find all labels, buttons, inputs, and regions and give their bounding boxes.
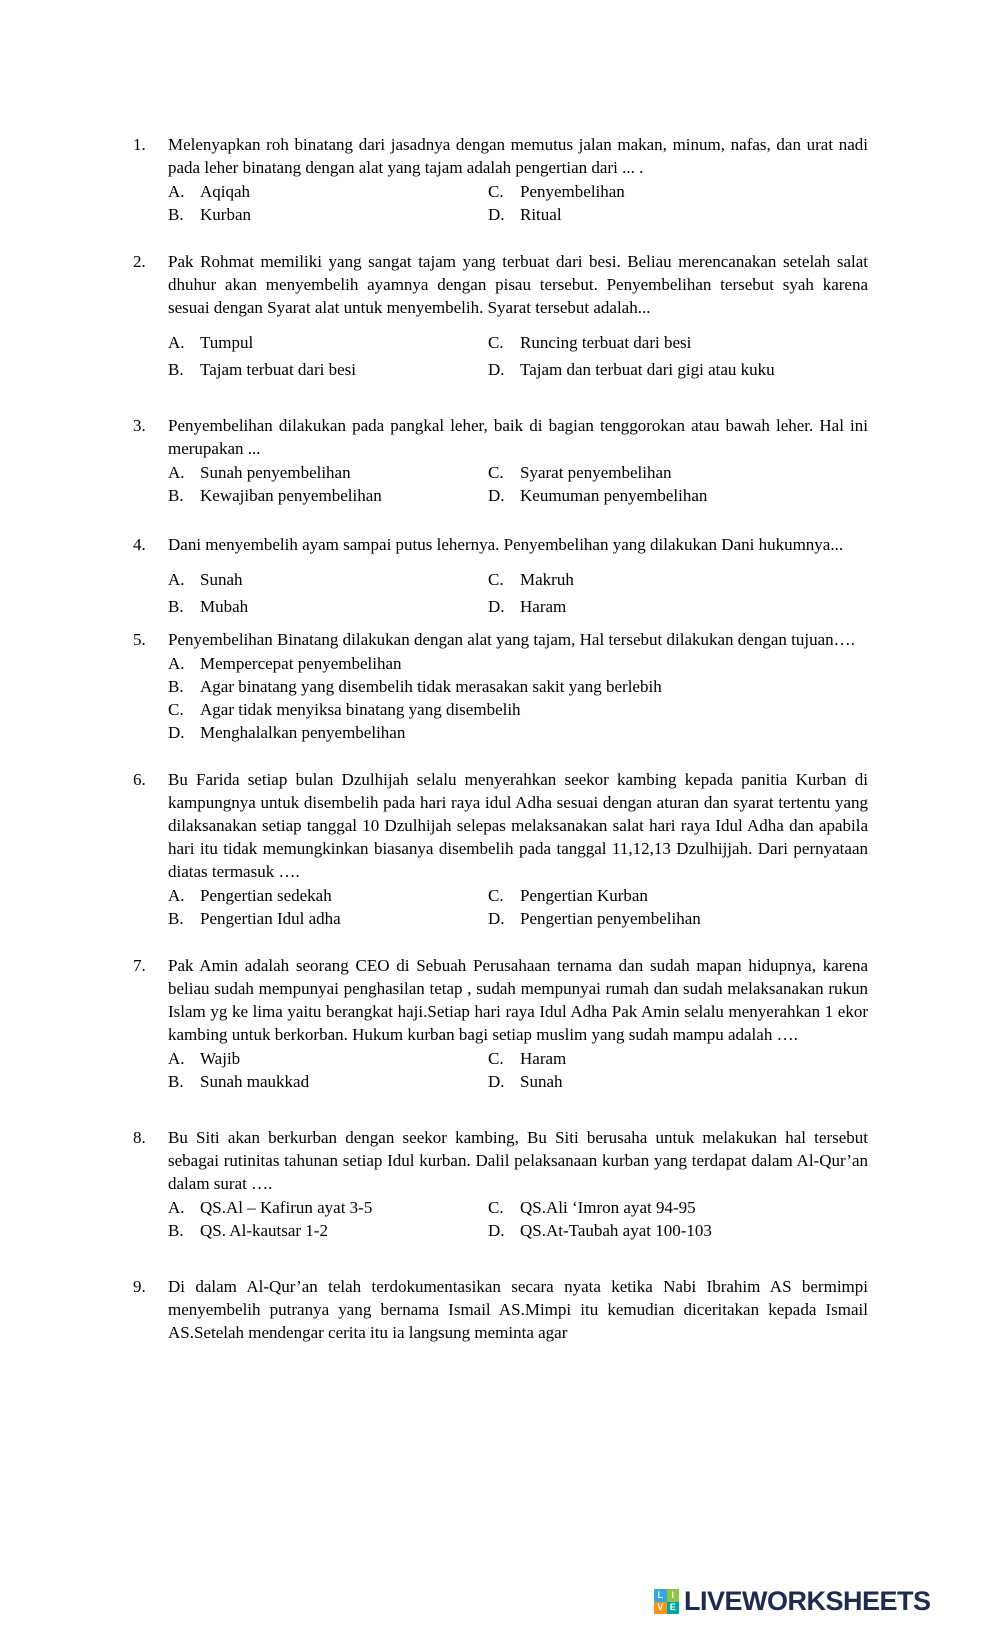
options [168, 652, 868, 744]
logo-cell-e: E [667, 1602, 680, 1615]
liveworksheets-logo-icon [654, 1589, 679, 1614]
option-b [168, 1219, 488, 1242]
question-1 [133, 133, 868, 226]
option-d [488, 1219, 712, 1242]
option-label: A. [168, 886, 185, 905]
option-label: C. [488, 1049, 504, 1068]
question-2 [133, 250, 868, 381]
question-7 [133, 954, 868, 1093]
option-label: D. [488, 360, 505, 379]
options [168, 180, 868, 226]
option-label: D. [168, 723, 185, 742]
question-body [168, 414, 868, 507]
option-text: Ritual [520, 205, 562, 224]
option-label: B. [168, 909, 184, 928]
option-text: Tumpul [200, 333, 254, 352]
option-b [168, 358, 488, 381]
option-text: Mubah [200, 597, 249, 616]
liveworksheets-watermark [654, 1586, 931, 1617]
option-a [168, 331, 488, 354]
option-c [488, 331, 691, 354]
option-row [168, 568, 868, 591]
option-text: Tajam terbuat dari besi [200, 360, 356, 379]
question-number: 3. [133, 416, 146, 435]
option-text: Kurban [200, 205, 251, 224]
option-row [168, 595, 868, 618]
option-label: D. [488, 486, 505, 505]
option-row [168, 484, 868, 507]
question-number: 5. [133, 630, 146, 649]
question-body [168, 133, 868, 226]
option-d [488, 595, 566, 618]
option-d [488, 203, 562, 226]
options [168, 461, 868, 507]
option-row [168, 1196, 868, 1219]
question-text: Bu Farida setiap bulan Dzulhijah selalu menyerahkan seekor kambing kepada panitia Kurban di kampungnya untuk disembelih pada hari raya idul Adha sesuai dengan aturan dan syarat tertentu yang dilaksanakan setiap tanggal 10 Dzulhijah selepas melaksanakan salat hari raya Idul Adha dan apabila hari itu tidak memungkinkan biasanya disembelih pada tanggal 11,12,13 Dzulhijjah. Dari pernyataan diatas termasuk …. [168, 770, 868, 881]
option-label: C. [168, 700, 184, 719]
option-text: Mempercepat penyembelihan [200, 654, 402, 673]
option-text: Penyembelihan [520, 182, 625, 201]
option-label: D. [488, 909, 505, 928]
brand-text: LIVEWORKSHEETS [684, 1586, 931, 1616]
option-a [168, 568, 488, 591]
option-row [168, 884, 868, 907]
options [168, 1047, 868, 1093]
option-row [168, 1047, 868, 1070]
question-text: Penyembelihan Binatang dilakukan dengan alat yang tajam, Hal tersebut dilakukan dengan tujuan…. [168, 630, 855, 649]
question-text: Melenyapkan roh binatang dari jasadnya dengan memutus jalan makan, minum, nafas, dan urat nadi pada leher binatang dengan alat yang tajam adalah pengertian dari ... . [168, 135, 868, 177]
option-text: Kewajiban penyembelihan [200, 486, 382, 505]
option-text: QS.Al – Kafirun ayat 3-5 [200, 1198, 373, 1217]
option-b [168, 1070, 488, 1093]
option-text: Pengertian Idul adha [200, 909, 341, 928]
option-a [168, 461, 488, 484]
option-c [488, 461, 672, 484]
option-row [168, 331, 868, 354]
option-label: A. [168, 1198, 185, 1217]
option-d [488, 1070, 563, 1093]
question-number: 8. [133, 1128, 146, 1147]
option-label: D. [488, 1221, 505, 1240]
question-body [168, 768, 868, 930]
option-d [488, 907, 701, 930]
option-text: Sunah maukkad [200, 1072, 310, 1091]
options [168, 568, 868, 618]
question-5 [133, 628, 868, 744]
option-a [168, 1047, 488, 1070]
option-row [168, 1070, 868, 1093]
option-c [488, 180, 625, 203]
option-text: Haram [520, 597, 567, 616]
option-row [168, 203, 868, 226]
option-label: B. [168, 486, 184, 505]
option-text: Pengertian Kurban [520, 886, 648, 905]
option-text: Agar binatang yang disembelih tidak merasakan sakit yang berlebih [200, 677, 662, 696]
option-text: Menghalalkan penyembelihan [200, 723, 406, 742]
option-label: B. [168, 205, 184, 224]
question-text: Dani menyembelih ayam sampai putus lehernya. Penyembelihan yang dilakukan Dani hukumnya... [168, 535, 844, 554]
option-label: B. [168, 1072, 184, 1091]
logo-cell-v: V [654, 1602, 667, 1615]
option-a [168, 1196, 488, 1219]
option-b [168, 675, 868, 698]
question-body [168, 1275, 868, 1344]
options [168, 331, 868, 381]
option-label: D. [488, 597, 505, 616]
option-label: D. [488, 1072, 505, 1091]
option-label: B. [168, 597, 184, 616]
option-text: Keumuman penyembelihan [520, 486, 708, 505]
option-text: Aqiqah [200, 182, 251, 201]
option-row [168, 1219, 868, 1242]
option-label: C. [488, 333, 504, 352]
option-a [168, 652, 868, 675]
option-d [168, 721, 868, 744]
option-text: Tajam dan terbuat dari gigi atau kuku [520, 360, 775, 379]
option-label: B. [168, 677, 184, 696]
option-label: C. [488, 886, 504, 905]
option-b [168, 595, 488, 618]
option-label: A. [168, 333, 185, 352]
question-number: 7. [133, 956, 146, 975]
options [168, 1196, 868, 1242]
option-label: C. [488, 182, 504, 201]
option-text: Pengertian sedekah [200, 886, 332, 905]
option-text: Haram [520, 1049, 567, 1068]
option-row [168, 907, 868, 930]
option-a [168, 180, 488, 203]
option-label: B. [168, 360, 184, 379]
option-text: Pengertian penyembelihan [520, 909, 701, 928]
option-b [168, 484, 488, 507]
option-label: A. [168, 654, 185, 673]
question-3 [133, 414, 868, 507]
option-c [488, 568, 574, 591]
question-4 [133, 533, 868, 618]
option-text: QS. Al-kautsar 1-2 [200, 1221, 328, 1240]
option-c [168, 698, 868, 721]
question-number: 1. [133, 135, 146, 154]
question-text: Pak Rohmat memiliki yang sangat tajam yang terbuat dari besi. Beliau merencanakan setelah salat dhuhur akan menyembelih ayamnya dengan pisau tersebut. Penyembelihan tersebut syah karena sesuai dengan Syarat alat untuk menyembelih. Syarat tersebut adalah... [168, 252, 868, 317]
option-row [168, 358, 868, 381]
option-text: Sunah [520, 1072, 563, 1091]
option-label: A. [168, 463, 185, 482]
question-body [168, 533, 868, 618]
option-c [488, 1196, 696, 1219]
option-text: QS.At-Taubah ayat 100-103 [520, 1221, 712, 1240]
option-text: Wajib [200, 1049, 241, 1068]
question-body [168, 954, 868, 1093]
option-row [168, 180, 868, 203]
option-label: A. [168, 182, 185, 201]
option-c [488, 1047, 566, 1070]
question-6 [133, 768, 868, 930]
option-label: A. [168, 570, 185, 589]
question-text: Penyembelihan dilakukan pada pangkal leher, baik di bagian tenggorokan atau bawah leher. Hal ini merupakan ... [168, 416, 868, 458]
question-9 [133, 1275, 868, 1344]
option-text: Sunah penyembelihan [200, 463, 351, 482]
option-c [488, 884, 648, 907]
option-text: Makruh [520, 570, 574, 589]
question-text: Di dalam Al-Qur’an telah terdokumentasikan secara nyata ketika Nabi Ibrahim AS bermimpi menyembelih putranya yang bernama Ismail AS.Mimpi itu kemudian diceritakan kepada Ismail AS.Setelah mendengar cerita itu ia langsung meminta agar [168, 1277, 868, 1342]
option-label: C. [488, 570, 504, 589]
question-number: 2. [133, 252, 146, 271]
option-label: A. [168, 1049, 185, 1068]
question-text: Bu Siti akan berkurban dengan seekor kambing, Bu Siti berusaha untuk melakukan hal tersebut sebagai rutinitas tahunan setiap Idul kurban. Dalil pelaksanaan kurban yang terdapat dalam Al-Qur’an dalam surat …. [168, 1128, 868, 1193]
question-number: 4. [133, 535, 146, 554]
logo-cell-i: I [667, 1589, 680, 1602]
question-body [168, 1126, 868, 1242]
option-label: C. [488, 1198, 504, 1217]
option-label: D. [488, 205, 505, 224]
option-text: Runcing terbuat dari besi [520, 333, 692, 352]
option-label: C. [488, 463, 504, 482]
question-number: 9. [133, 1277, 146, 1296]
option-d [488, 484, 707, 507]
option-d [488, 358, 775, 381]
option-label: B. [168, 1221, 184, 1240]
option-text: QS.Ali ‘Imron ayat 94-95 [520, 1198, 696, 1217]
option-row [168, 461, 868, 484]
option-text: Agar tidak menyiksa binatang yang disembelih [200, 700, 521, 719]
question-8 [133, 1126, 868, 1242]
option-b [168, 907, 488, 930]
question-body [168, 628, 868, 744]
options [168, 884, 868, 930]
option-text: Syarat penyembelihan [520, 463, 672, 482]
option-text: Sunah [200, 570, 243, 589]
question-body [168, 250, 868, 381]
question-text: Pak Amin adalah seorang CEO di Sebuah Perusahaan ternama dan sudah mapan hidupnya, karena beliau sudah mempunyai penghasilan tetap , sudah mempunyai rumah dan sudah melaksanakan rukun Islam yg ke lima yaitu berangkat haji.Setiap hari raya Idul Adha Pak Amin selalu menyerahkan 1 ekor kambing untuk berkorban. Hukum kurban bagi setiap muslim yang sudah mampu adalah …. [168, 956, 868, 1044]
option-b [168, 203, 488, 226]
question-number: 6. [133, 770, 146, 789]
option-a [168, 884, 488, 907]
logo-cell-l: L [654, 1589, 667, 1602]
